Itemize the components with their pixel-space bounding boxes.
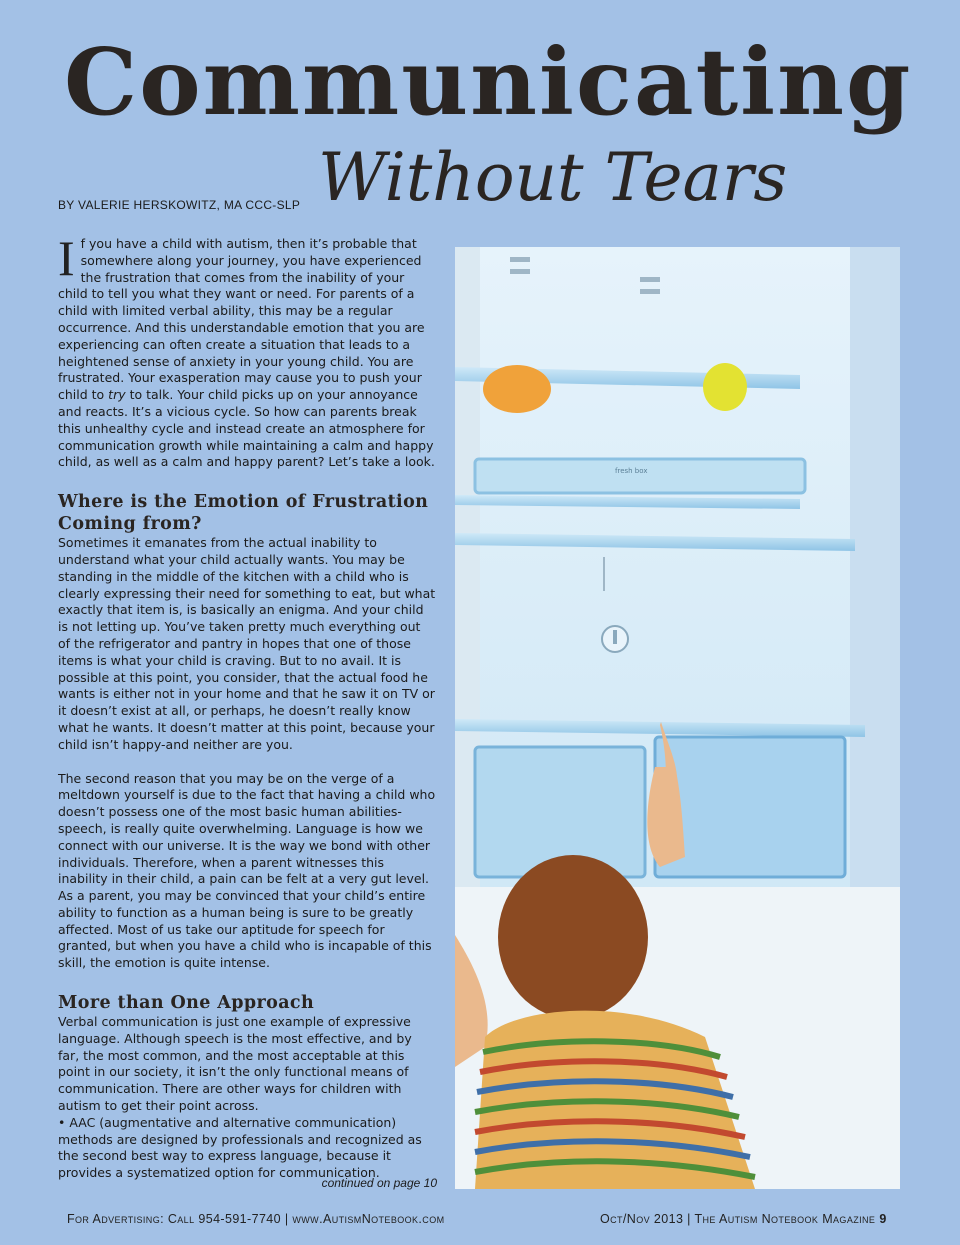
section-heading-frustration: Where is the Emotion of Frustration Coming from? bbox=[58, 492, 429, 535]
intro-text-b: to talk. Your child picks up on your annoyance and reacts. It’s a vicious cycle. So how can parents break this unhealthy cycle and instead create an atmosphere for communication growth while maintaining a calm and happy child, as well as a calm and happy parent? Let’s take a look. bbox=[58, 387, 435, 470]
intro-paragraph bbox=[58, 230, 436, 471]
refrigerator-child-photo bbox=[455, 247, 900, 1189]
page-number: 9 bbox=[879, 1212, 887, 1226]
section1-paragraph-2: The second reason that you may be on the verge of a meltdown yourself is due to the fact that having a child who doesn’t possess one of the most basic human abilities-speech, is really quite overwhelming. Language is how we connect with our universe. It is the way we bond with other individuals. Therefore, when a parent witnesses this inability in their child, a pain can be felt at a very gut level. As a parent, you may be convinced that your child’s entire ability to function as a human being is sure to be greatly affected. Most of us take our aptitude for speech for granted, but when you have a child who is incapable of this skill, the emotion is quite intense. bbox=[58, 770, 436, 971]
footer-issue bbox=[600, 1212, 887, 1226]
footer-issue-text: Oct/Nov 2013 | The Autism Notebook Magazine bbox=[600, 1212, 876, 1226]
section2-bullet-aac: • AAC (augmentative and alternative communication) methods are designed by professionals and recognized as the second best way to express language, because it provides a systematized option for communication. bbox=[58, 1114, 422, 1181]
continued-note: continued on page 10 bbox=[321, 1176, 437, 1190]
section2-paragraph-1: Verbal communication is just one example of expressive language. Although speech is the most effective, and by far, the most common, and the most acceptable at this point in our society, it isn’t the only functional means of communication. There are other ways for children with autism to get their point across. bbox=[58, 1014, 412, 1114]
article-subtitle: Without Tears bbox=[318, 139, 788, 216]
fresh-box-label: fresh box bbox=[615, 467, 648, 475]
drop-cap: I bbox=[58, 230, 75, 286]
section-heading-approach: More than One Approach bbox=[58, 993, 315, 1014]
byline: BY VALERIE HERSKOWITZ, MA CCC-SLP bbox=[58, 198, 301, 212]
photo-illustration bbox=[455, 247, 900, 1189]
article-title: Communicating bbox=[64, 28, 913, 136]
intro-italic: try bbox=[108, 387, 126, 403]
article-column bbox=[58, 230, 436, 1182]
intro-text-a: f you have a child with autism, then it’s probable that somewhere along your journey, you have experienced the frustration that comes from the inability of your child to tell you what they want or need. For parents of a child with limited verbal ability, this may be a regular occurrence. And this understandable emotion that you are experiencing can often create a situation that leads to a heightened sense of anxiety in your young child. You are frustrated. Your exasperation may cause you to push your child to bbox=[58, 236, 425, 403]
section1-paragraph-1: Sometimes it emanates from the actual inability to understand what your child actually wants. You may be standing in the middle of the kitchen with a child who is clearly expressing their need for something to eat, but what exactly that item is, is basically an enigma. And your child is not letting up. You’ve taken pretty much everything out of the refrigerator and pantry in hopes that one of those items is what your child is craving. But to no avail. It is possible at this point, you consider, that the actual food he wants is either not in your home and that he saw it on TV or it doesn’t exist at all, or perhaps, he doesn’t really know what he wants. It doesn’t matter at this point, because your child isn’t happy-and neither are you. bbox=[58, 535, 436, 752]
footer-advertising: For Advertising: Call 954-591-7740 | www.AutismNotebook.com bbox=[67, 1212, 445, 1226]
